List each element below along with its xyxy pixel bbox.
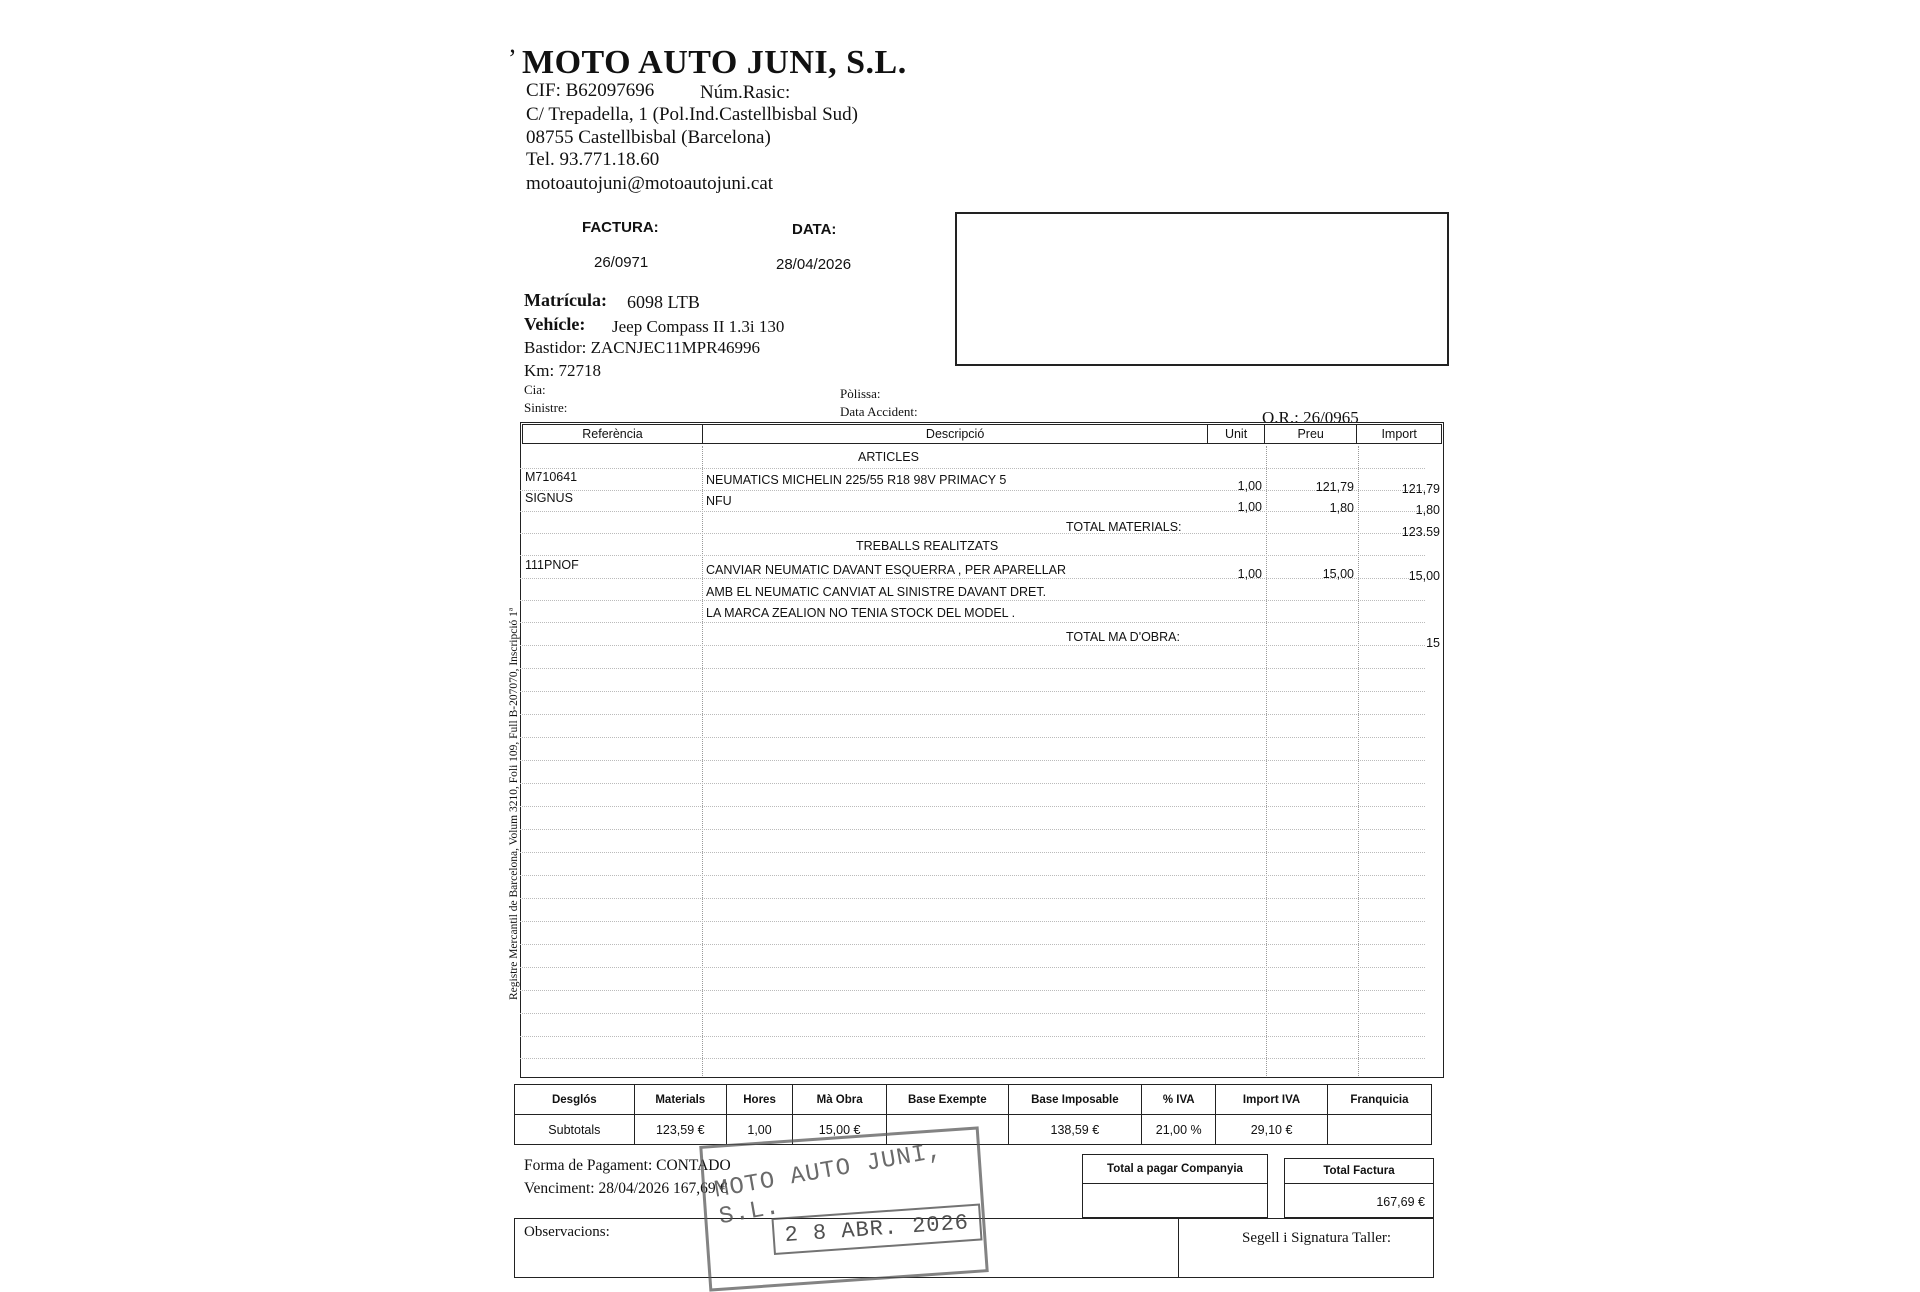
data-accident-label: Data Accident: — [840, 404, 918, 419]
header-unit: Unit — [1208, 425, 1265, 444]
header-referencia: Referència — [523, 425, 703, 444]
company-address-1: C/ Trepadella, 1 (Pol.Ind.Castellbisbal Sud) — [526, 104, 858, 125]
totals-value: 1,00 — [726, 1115, 792, 1145]
row-line — [520, 714, 1425, 715]
row-line — [520, 967, 1425, 968]
or-number: O.R.: 26/0965 — [1262, 408, 1359, 427]
row-line — [520, 990, 1425, 991]
factura-number: 26/0971 — [594, 254, 649, 271]
work-ref: 111PNOF — [525, 558, 579, 572]
article-desc: NEUMATICS MICHELIN 225/55 R18 98V PRIMACY 5 — [706, 473, 1007, 487]
km: Km: 72718 — [524, 361, 601, 380]
totals-header: Base Exempte — [887, 1085, 1009, 1115]
cia-label: Cia: — [524, 382, 546, 397]
total-materials-label: TOTAL MATERIALS: — [1066, 520, 1182, 534]
payment-due: Venciment: 28/04/2026 167,69 € — [524, 1180, 728, 1197]
row-line — [520, 806, 1425, 807]
total-materials-value: 123.59 — [1401, 525, 1440, 539]
total-factura-value: 167,69 € — [1376, 1195, 1425, 1209]
company-cif: CIF: B62097696 — [526, 80, 655, 101]
bastidor: Bastidor: ZACNJEC11MPR46996 — [524, 338, 760, 357]
items-table — [520, 422, 1444, 1078]
column-separator — [1358, 446, 1359, 1076]
invoice-date: 28/04/2026 — [776, 256, 852, 273]
totals-header: Desglós — [515, 1085, 635, 1115]
work-import: 15,00 — [1408, 569, 1440, 583]
payment-method: Forma de Pagament: CONTADO — [524, 1157, 731, 1174]
company-stamp — [699, 1126, 989, 1291]
row-line — [520, 783, 1425, 784]
tick-mark: ʼ — [508, 44, 517, 73]
row-line — [520, 898, 1425, 899]
stamp-line-2: 2 8 ABR. 2026 — [771, 1204, 982, 1255]
company-tel: Tel. 93.771.18.60 — [526, 149, 660, 170]
section-articles: ARTICLES — [858, 450, 919, 464]
row-line — [520, 622, 1425, 623]
work-desc-2: AMB EL NEUMATIC CANVIAT AL SINISTRE DAVANT DRET. — [706, 585, 1047, 599]
polissa-label: Pòlissa: — [840, 386, 881, 401]
row-line — [520, 533, 1425, 534]
totals-value: 138,59 € — [1008, 1115, 1142, 1145]
article-ref: SIGNUS — [525, 491, 573, 505]
registry-side-text: Registre Mercantil de Barcelona, Volum 3210, Foli 109, Full B-207070, Inscripció 1ª — [508, 607, 520, 1000]
vehicle-label: Vehícle: — [524, 314, 586, 334]
row-line — [520, 691, 1425, 692]
factura-label: FACTURA: — [582, 219, 659, 236]
row-line — [520, 875, 1425, 876]
company-email: motoautojuni@motoautojuni.cat — [526, 173, 774, 194]
totals-value: 29,10 € — [1216, 1115, 1328, 1145]
work-desc-3: LA MARCA ZEALION NO TENIA STOCK DEL MODEL . — [706, 606, 1016, 620]
work-desc-1: CANVIAR NEUMATIC DAVANT ESQUERRA , PER APARELLAR — [706, 563, 1067, 577]
matricula-value: 6098 LTB — [627, 292, 700, 312]
pagar-companyia-box — [1082, 1154, 1268, 1218]
row-line — [520, 1013, 1425, 1014]
totals-value: 15,00 € — [793, 1115, 887, 1145]
matricula-label: Matrícula: — [524, 290, 607, 310]
totals-value: 21,00 % — [1142, 1115, 1216, 1145]
row-line — [520, 944, 1425, 945]
row-line — [520, 852, 1425, 853]
segell-label: Segell i Signatura Taller: — [1242, 1230, 1392, 1246]
totals-value — [1327, 1115, 1431, 1145]
header-import: Import — [1357, 425, 1442, 444]
column-separator — [702, 446, 703, 1076]
row-line — [520, 921, 1425, 922]
stamp-line-1: MOTO AUTO JUNI, S.L. — [712, 1137, 945, 1232]
article-import: 121,79 — [1401, 482, 1440, 496]
row-line — [520, 829, 1425, 830]
article-unit: 1,00 — [1237, 500, 1262, 514]
signature-divider — [1178, 1218, 1179, 1278]
row-line — [520, 760, 1425, 761]
company-address-2: 08755 Castellbisbal (Barcelona) — [526, 127, 771, 148]
row-line — [520, 1058, 1425, 1059]
pagar-companyia-label: Total a pagar Companyia — [1083, 1163, 1267, 1184]
total-factura-box — [1284, 1158, 1434, 1218]
totals-header: Franquicia — [1327, 1085, 1431, 1115]
observacions-label: Observacions: — [524, 1224, 610, 1240]
section-treballs: TREBALLS REALITZATS — [856, 539, 999, 553]
article-desc: NFU — [706, 494, 732, 508]
row-line — [520, 645, 1425, 646]
header-preu: Preu — [1264, 425, 1356, 444]
total-ma-obra-value: 15 — [1426, 636, 1440, 650]
row-line — [520, 555, 1425, 556]
items-table-header — [522, 424, 1442, 444]
work-preu: 15,00 — [1322, 567, 1354, 581]
total-factura-label: Total Factura — [1285, 1165, 1433, 1184]
total-ma-obra-label: TOTAL MA D'OBRA: — [1066, 630, 1180, 644]
totals-header: Import IVA — [1216, 1085, 1328, 1115]
totals-header: Mà Obra — [793, 1085, 887, 1115]
row-line — [520, 668, 1425, 669]
article-unit: 1,00 — [1237, 479, 1262, 493]
sinistre-label: Sinistre: — [524, 400, 568, 415]
data-label: DATA: — [792, 221, 837, 238]
totals-header: Hores — [726, 1085, 792, 1115]
article-import: 1,80 — [1415, 503, 1440, 517]
row-line — [520, 600, 1425, 601]
row-line — [520, 1036, 1425, 1037]
article-preu: 121,79 — [1315, 480, 1354, 494]
row-line — [520, 737, 1425, 738]
totals-header: Materials — [634, 1085, 726, 1115]
work-unit: 1,00 — [1237, 567, 1262, 581]
totals-value: 123,59 € — [634, 1115, 726, 1145]
company-name: MOTO AUTO JUNI, S.L. — [522, 44, 907, 81]
totals-value: Subtotals — [515, 1115, 635, 1145]
vehicle-value: Jeep Compass II 1.3i 130 — [612, 317, 785, 336]
totals-header: Base Imposable — [1008, 1085, 1142, 1115]
article-preu: 1,80 — [1329, 501, 1354, 515]
article-ref: M710641 — [525, 470, 578, 484]
totals-header: % IVA — [1142, 1085, 1216, 1115]
column-separator — [1266, 446, 1267, 1076]
customer-address-box — [955, 212, 1449, 366]
header-descripcio: Descripció — [702, 425, 1207, 444]
company-num-rasic: Núm.Rasic: — [700, 82, 791, 103]
row-line — [520, 468, 1425, 469]
